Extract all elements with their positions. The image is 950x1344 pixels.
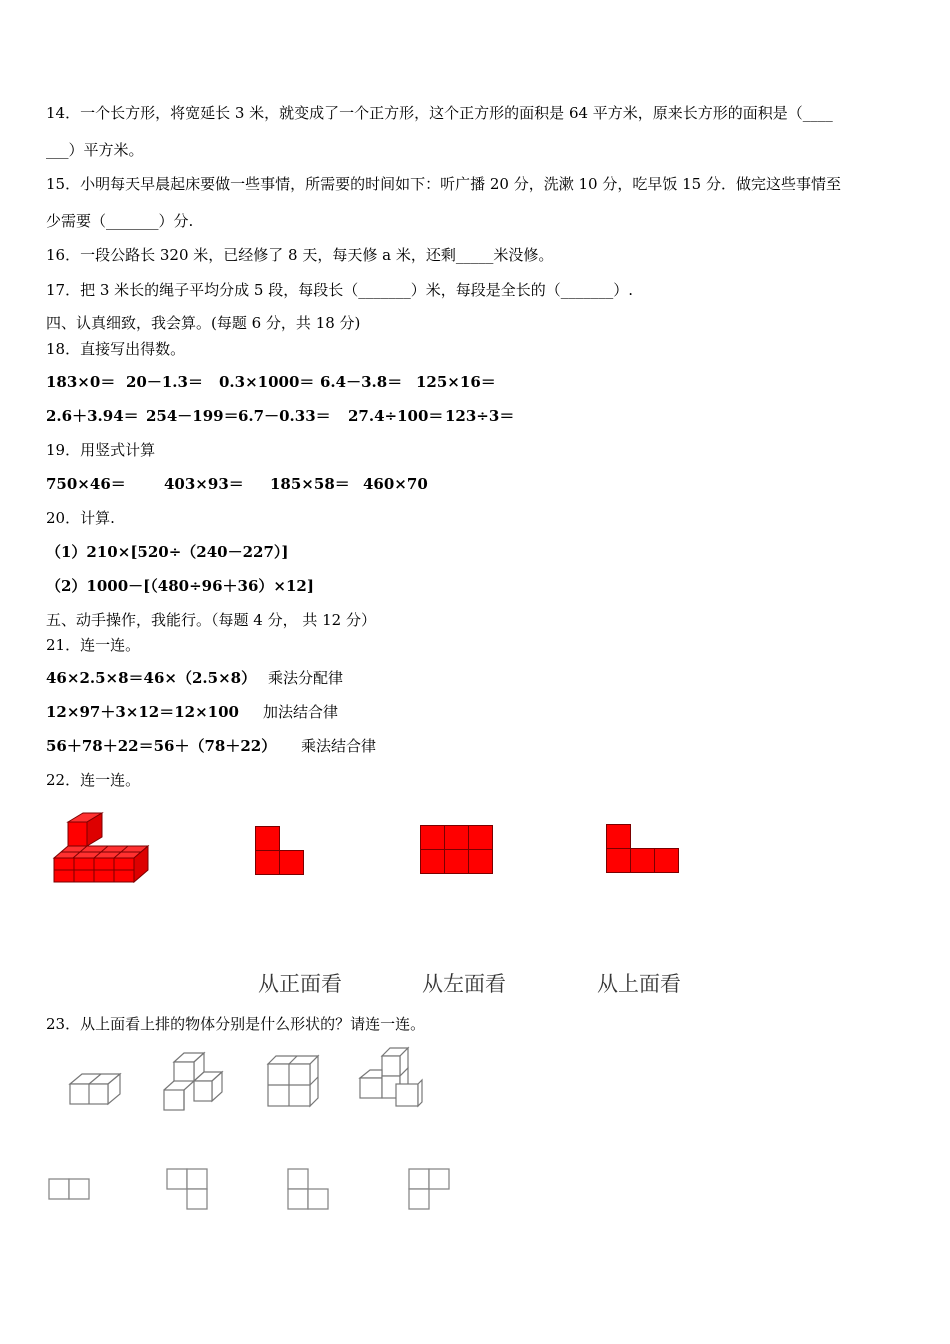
q18-item: 6.7－0.33＝ — [238, 407, 331, 425]
q21-expr-1: 46×2.5×8＝46×（2.5×8） — [46, 669, 257, 687]
q18-item: 125×16＝ — [416, 373, 496, 391]
q19-item: 185×58＝ — [270, 475, 350, 493]
q18-row2 — [46, 406, 514, 426]
q18-row1 — [46, 372, 496, 392]
q15-line1: 15．小明每天早晨起床要做一些事情，所需要的时间如下：听广播 20 分，洗漱 10 分，吃早饭 15 分．做完这些事情至 — [46, 175, 841, 193]
cube-object-3 — [264, 1052, 322, 1110]
caption-front-view: 从正面看 — [258, 972, 342, 996]
q21-law-1: 乘法分配律 — [268, 669, 344, 687]
q17: 17．把 3 米长的绳子平均分成 5 段，每段长（_______）米，每段是全长的（_______）. — [46, 281, 634, 299]
q19-title: 19．用竖式计算 — [46, 441, 156, 459]
q19-item: 460×70 — [363, 475, 428, 493]
q20-item2: （2）1000－[（480÷96＋36）×12] — [46, 577, 314, 595]
q18-item: 2.6＋3.94＝ — [46, 407, 139, 425]
q20-item1: （1）210×[520÷（240－227）] — [46, 543, 289, 561]
q15-line2: 少需要（_______）分. — [46, 212, 194, 230]
q16: 16．一段公路长 320 米，已经修了 8 天，每天修 a 米，还剩_____米没修。 — [46, 246, 554, 264]
plan-view-2 — [166, 1168, 210, 1212]
view-shape-l — [255, 826, 305, 878]
q14-line1: 14．一个长方形，将宽延长 3 米，就变成了一个正方形，这个正方形的面积是 64 平方米，原来长方形的面积是（____ — [46, 104, 833, 122]
q18-item: 0.3×1000＝ — [219, 373, 315, 391]
view-shape-rect — [420, 825, 494, 877]
red-block-solid — [50, 810, 155, 890]
q21-law-3: 乘法结合律 — [301, 737, 377, 755]
q14-line2: ___）平方米。 — [46, 141, 144, 159]
q18-item: 20－1.3＝ — [126, 373, 203, 391]
q21-expr-2: 12×97＋3×12＝12×100 — [46, 703, 239, 721]
q20-title: 20．计算. — [46, 509, 115, 527]
caption-left-view: 从左面看 — [422, 972, 506, 996]
cube-object-2 — [162, 1050, 226, 1112]
q23-title: 23．从上面看上排的物体分别是什么形状的？请连一连。 — [46, 1015, 426, 1033]
q19-item: 750×46＝ — [46, 475, 126, 493]
section5-heading: 五、动手操作，我能行。（每题 4 分， 共 12 分） — [46, 611, 376, 629]
q18-title: 18．直接写出得数。 — [46, 340, 186, 358]
q21-expr-3: 56＋78＋22＝56＋（78＋22） — [46, 737, 277, 755]
q22-title: 22．连一连。 — [46, 771, 141, 789]
q19-item: 403×93＝ — [164, 475, 244, 493]
q21-title: 21．连一连。 — [46, 636, 141, 654]
q21-law-2: 加法结合律 — [263, 703, 339, 721]
plan-view-3 — [287, 1168, 331, 1212]
plan-view-1 — [48, 1178, 92, 1202]
plan-view-4 — [408, 1168, 452, 1212]
q18-item: 254－199＝ — [146, 407, 239, 425]
q18-item: 6.4－3.8＝ — [320, 373, 403, 391]
cube-object-1 — [68, 1064, 124, 1108]
view-shape-long-l — [606, 824, 680, 876]
section4-heading: 四、认真细致，我会算。(每题 6 分，共 18 分) — [46, 314, 361, 332]
q18-item: 27.4÷100＝ — [348, 407, 444, 425]
q19-row — [46, 474, 428, 494]
q18-item: 183×0＝ — [46, 373, 116, 391]
caption-top-view: 从上面看 — [597, 972, 681, 996]
cube-object-4 — [358, 1044, 424, 1110]
q18-item: 123÷3＝ — [445, 407, 515, 425]
